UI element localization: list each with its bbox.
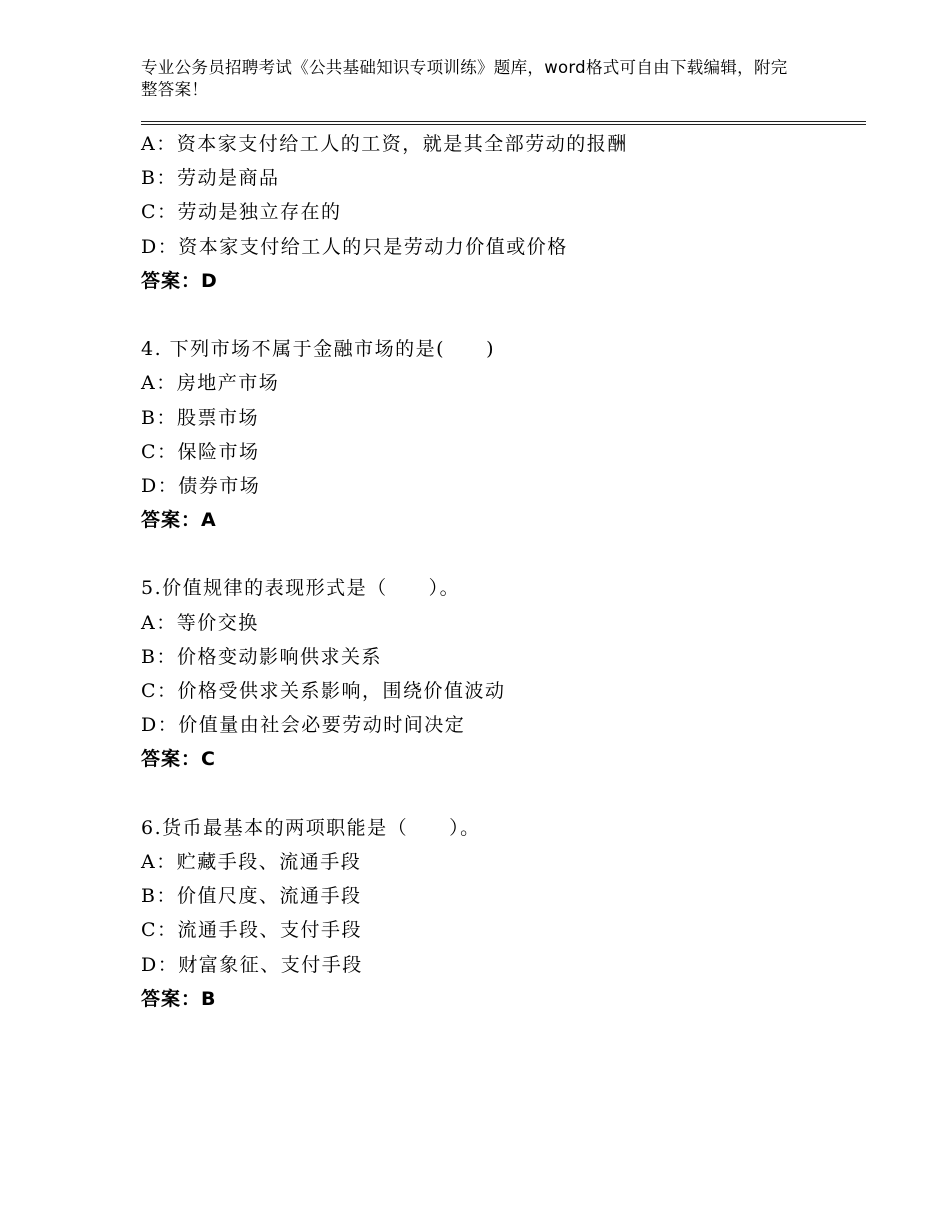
- spacer: [141, 537, 861, 571]
- option-b: B：股票市场: [141, 406, 259, 429]
- option-a: A：资本家支付给工人的工资，就是其全部劳动的报酬: [141, 133, 628, 155]
- question-block: [141, 811, 861, 1016]
- option-c: C：价格受供求关系影响，围绕价值波动: [141, 680, 506, 702]
- option-a: A：房地产市场: [141, 372, 280, 395]
- page-header: 专业公务员招聘考试《公共基础知识专项训练》题库，word格式可自由下载编辑，附完整答案！: [141, 58, 788, 99]
- option-d: D：财富象征、支付手段: [141, 953, 363, 976]
- option-d: D：资本家支付给工人的只是劳动力价值或价格: [141, 235, 568, 258]
- option-b: B：劳动是商品: [141, 167, 280, 190]
- spacer: [141, 298, 861, 332]
- spacer: [141, 777, 861, 811]
- answer-label: 答案：A: [141, 509, 217, 532]
- option-c: C：保险市场: [141, 440, 260, 463]
- option-a: A：贮藏手段、流通手段: [141, 850, 362, 873]
- option-c: C：流通手段、支付手段: [141, 919, 363, 942]
- option-b: B：价格变动影响供求关系: [141, 645, 382, 668]
- question-list: [141, 127, 861, 1016]
- header-divider: [141, 121, 866, 125]
- question-block: [141, 571, 861, 776]
- question-stem: 4. 下列市场不属于金融市场的是( ): [141, 338, 495, 361]
- question-block: [141, 127, 861, 298]
- question-stem: 6.货币最基本的两项职能是（ ）。: [141, 816, 481, 839]
- option-d: D：债券市场: [141, 474, 261, 497]
- answer-label: 答案：B: [141, 987, 217, 1010]
- question-stem: 5.价值规律的表现形式是（ ）。: [141, 577, 461, 600]
- option-a: A：等价交换: [141, 611, 259, 634]
- answer-label: 答案：D: [141, 269, 218, 292]
- answer-label: 答案：C: [141, 748, 216, 771]
- option-b: B：价值尺度、流通手段: [141, 885, 362, 908]
- question-block: [141, 332, 861, 537]
- option-c: C：劳动是独立存在的: [141, 201, 342, 224]
- option-d: D：价值量由社会必要劳动时间决定: [141, 714, 466, 737]
